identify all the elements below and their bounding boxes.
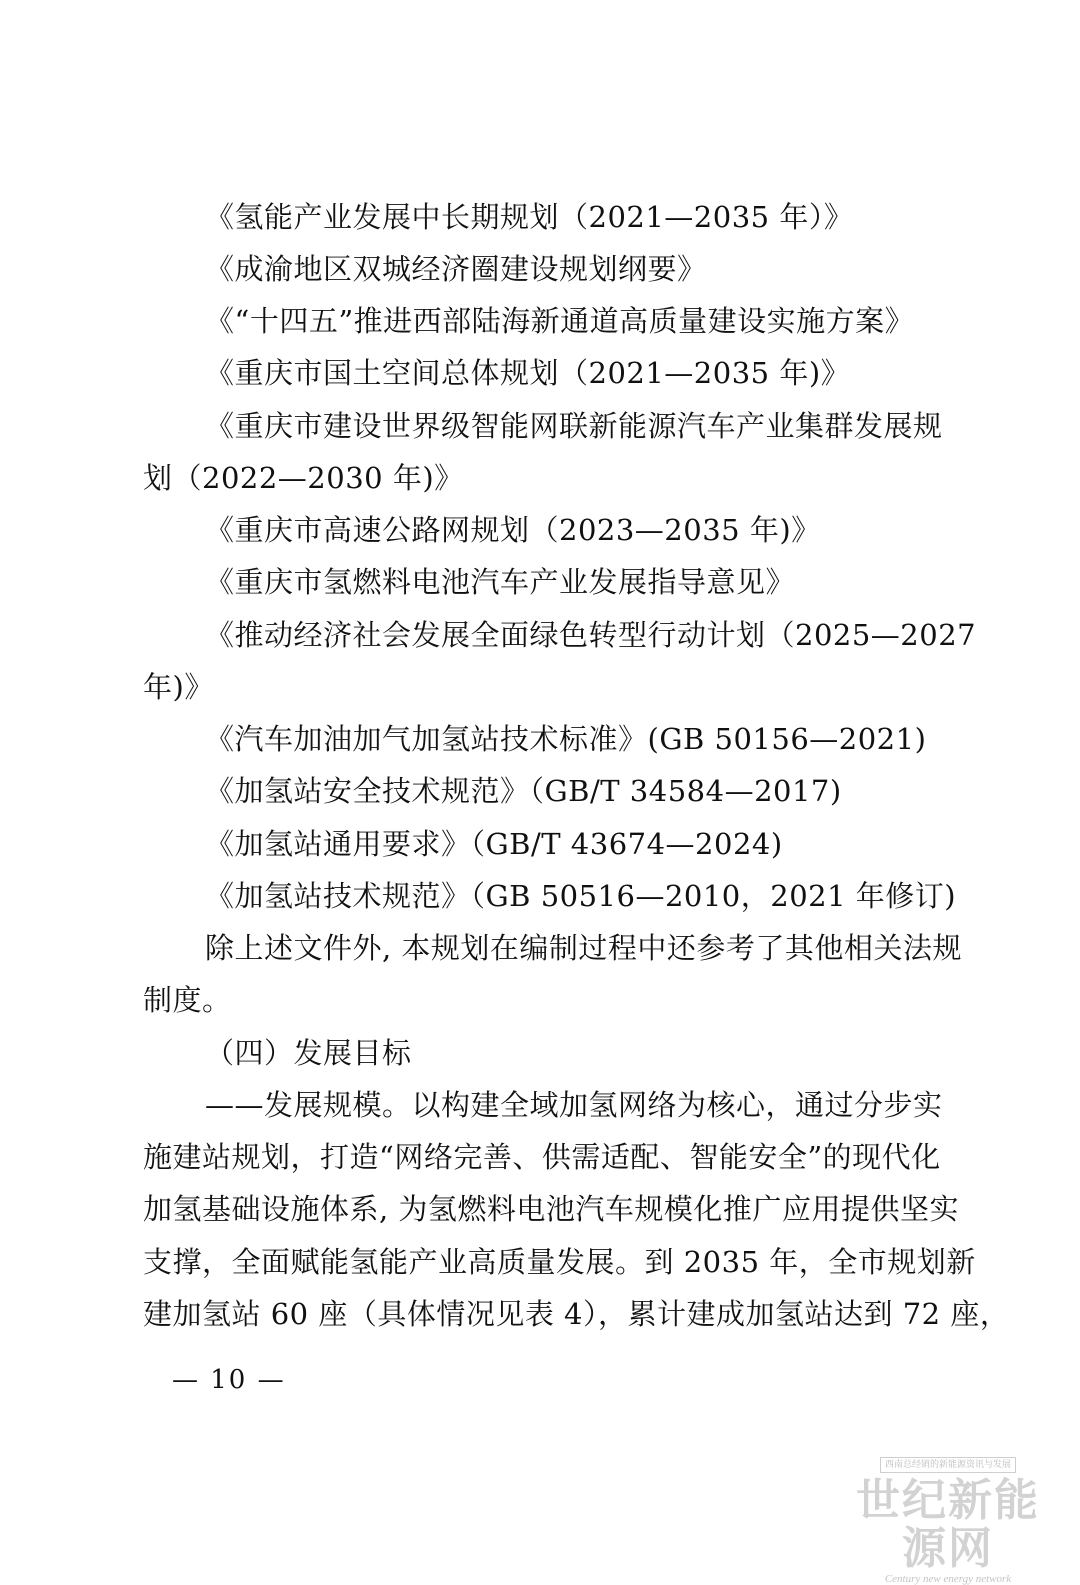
reference-highway-plan: 《重庆市高速公路网规划（2023—2035 年)》	[205, 513, 821, 547]
body-paragraph-line2: 施建站规划，打造“网络完善、供需适配、智能安全”的现代化	[143, 1140, 941, 1174]
reference-nev-cluster-line2: 划（2022—2030 年)》	[143, 461, 464, 495]
reference-green-transition-line1: 《推动经济社会发展全面绿色转型行动计划（2025—2027	[205, 618, 977, 652]
reference-gbt43674: 《加氢站通用要求》（GB/T 43674—2024)	[205, 827, 783, 861]
watermark-logo	[850, 1452, 1046, 1585]
reference-gbt34584: 《加氢站安全技术规范》（GB/T 34584—2017)	[205, 774, 842, 808]
reference-green-transition-line2: 年)》	[143, 670, 214, 704]
watermark-title: 世纪新能源网	[856, 1475, 1040, 1574]
reference-territorial-plan: 《重庆市国土空间总体规划（2021—2035 年)》	[205, 356, 851, 390]
other-references-line2: 制度。	[143, 983, 232, 1017]
reference-hydrogen-plan: 《氢能产业发展中长期规划（2021—2035 年）》	[205, 200, 854, 234]
body-paragraph-line1: ——发展规模。以构建全域加氢网络为核心，通过分步实	[205, 1088, 943, 1122]
page-number: — 10 —	[172, 1365, 286, 1395]
body-paragraph-line4: 支撑，全面赋能氢能产业高质量发展。到 2035 年，全市规划新	[143, 1245, 976, 1279]
reference-gb50156: 《汽车加油加气加氢站技术标准》(GB 50156—2021)	[205, 722, 927, 756]
watermark-tag: 西南总经销的新能源资讯与发展	[880, 1457, 1016, 1473]
body-paragraph-line3: 加氢基础设施体系, 为氢燃料电池汽车规模化推广应用提供坚实	[143, 1192, 959, 1226]
reference-nev-cluster-line1: 《重庆市建设世界级智能网联新能源汽车产业集群发展规	[205, 409, 943, 443]
reference-western-corridor: 《“十四五”推进西部陆海新通道高质量建设实施方案》	[205, 304, 915, 338]
reference-gb50516: 《加氢站技术规范》（GB 50516—2010，2021 年修订)	[205, 879, 957, 913]
watermark-subtitle: Century new energy network	[884, 1573, 1012, 1585]
section-heading: （四）发展目标	[205, 1036, 412, 1070]
reference-chengyu-outline: 《成渝地区双城经济圈建设规划纲要》	[205, 252, 707, 286]
reference-fuel-cell-guidance: 《重庆市氢燃料电池汽车产业发展指导意见》	[205, 565, 796, 599]
body-paragraph-line5: 建加氢站 60 座（具体情况见表 4），累计建成加氢站达到 72 座，	[143, 1297, 1010, 1331]
other-references-line1: 除上述文件外, 本规划在编制过程中还参考了其他相关法规	[205, 931, 962, 965]
